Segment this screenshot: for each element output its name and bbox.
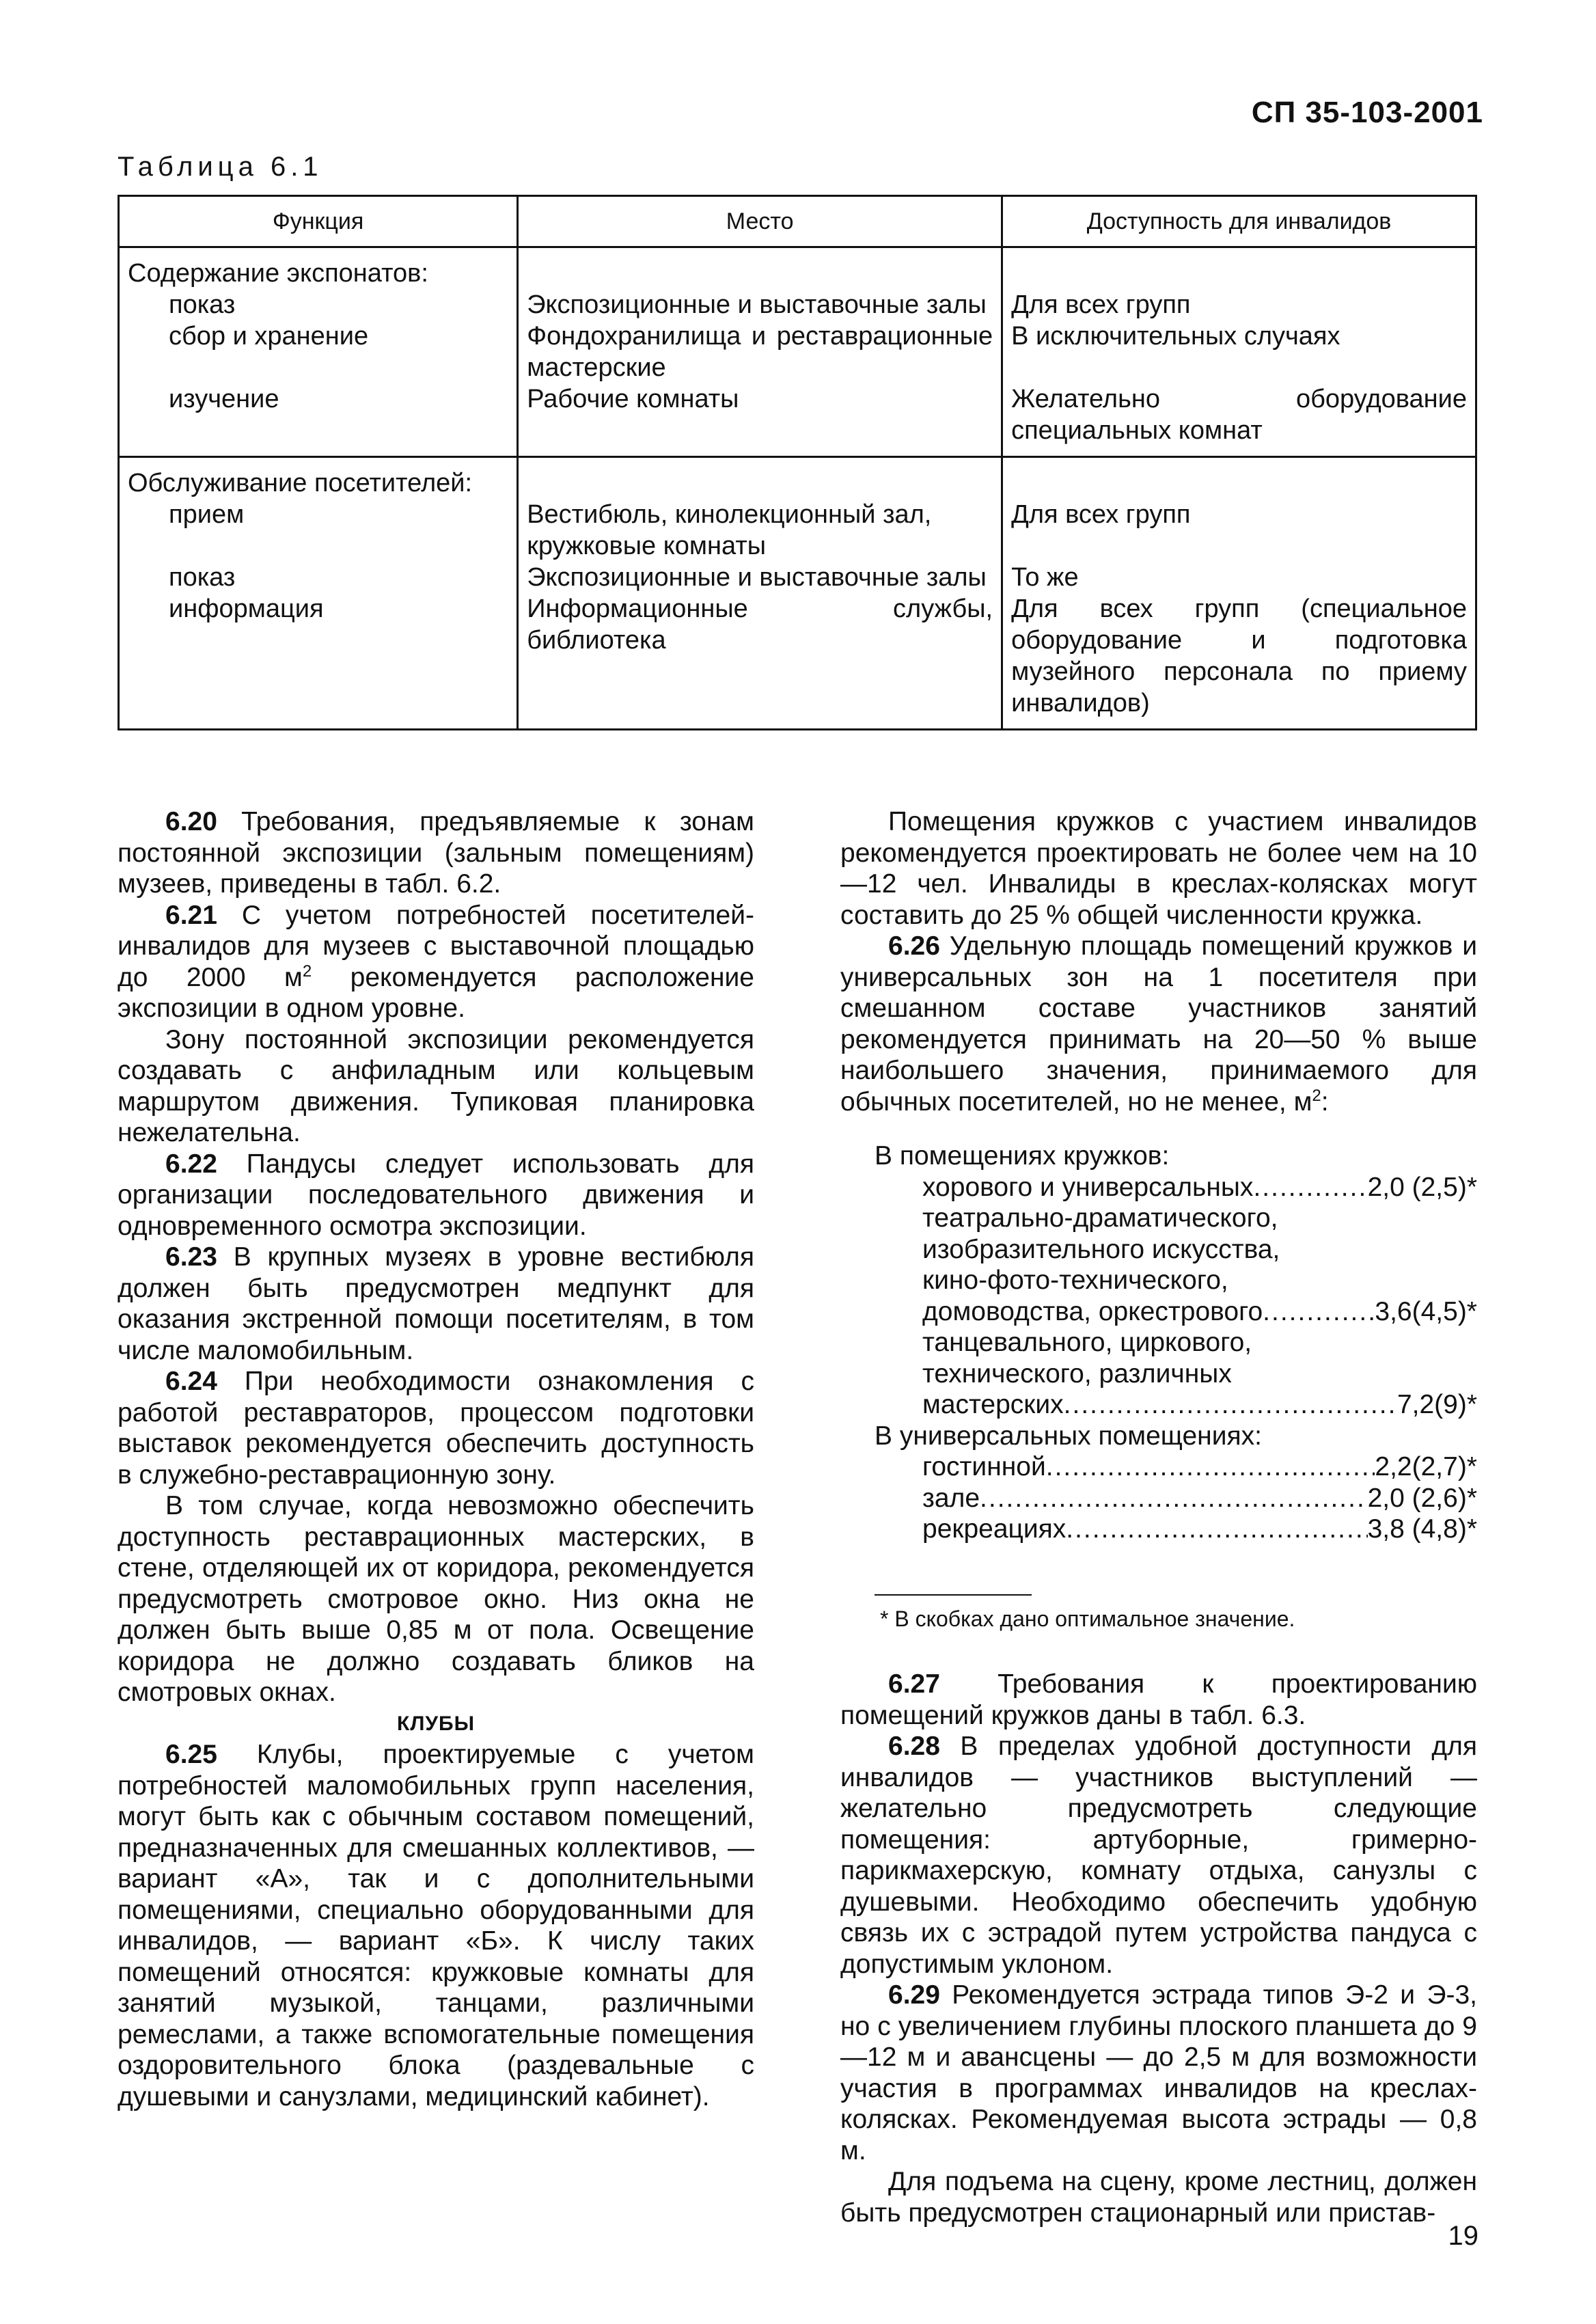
- footnote: * В скобках дано оптимальное значение.: [880, 1606, 1295, 1631]
- paragraph-6-29-continued: Для подъема на сцену, кроме лестниц, должен быть предусмотрен стационарный или пристав-: [840, 2167, 1477, 2228]
- clause-number: 6.22: [165, 1149, 217, 1179]
- list-item: мастерских ..... 7,2(9)*: [840, 1389, 1477, 1421]
- table-header-row: [119, 196, 1476, 247]
- table-row: [119, 383, 1476, 457]
- clause-number: 6.27: [888, 1669, 940, 1699]
- clause-number: 6.21: [165, 900, 217, 930]
- access-cell: То же: [1002, 562, 1476, 593]
- right-text-column: [840, 806, 1477, 2228]
- table-row: [119, 499, 1476, 562]
- paragraph-6-25-continued: Помещения кружков с участием инвалидов рекомендуется проектировать не более чем на 10—12 чел. Инвалиды в креслах-колясках могут составить до 25 % общей численности кружка.: [840, 807, 1477, 930]
- page-number: 19: [1448, 2221, 1478, 2251]
- header-function: Функция: [119, 196, 518, 247]
- function-cell: прием: [169, 500, 245, 529]
- left-text-column: [118, 806, 754, 2112]
- table-6-1: [118, 195, 1477, 730]
- table-caption: Таблица 6.1: [118, 152, 323, 182]
- list-group-title: В помещениях кружков:: [875, 1141, 1170, 1171]
- access-cell: Для всех групп: [1002, 289, 1476, 320]
- section-title-clubs: КЛУБЫ: [397, 1712, 475, 1735]
- paragraph-6-20: [118, 806, 754, 900]
- access-cell: Для всех групп (специальное оборудование и подготовка музейного персонала по приему инвалидов): [1002, 593, 1476, 730]
- table-row: [119, 562, 1476, 593]
- list-item: технического, различных: [922, 1358, 1232, 1389]
- function-cell: сбор и хранение: [169, 322, 369, 351]
- clause-text: Требования, предъявляемые к зонам постоянной экспозиции (зальным помещениям) музеев, приведены в табл. 6.2.: [118, 807, 754, 899]
- list-item: домоводства, оркестрового ..... 3,6(4,5)*: [840, 1296, 1477, 1328]
- list-item: танцевального, циркового,: [922, 1328, 1252, 1357]
- function-cell: информация: [169, 594, 324, 623]
- list-item: рекреациях ..... 3,8 (4,8)*: [840, 1514, 1477, 1545]
- footnote-divider: [875, 1594, 1032, 1596]
- paragraph-6-29: 6.29 Рекомендуется эстрада типов Э-2 и Э-3, но с увеличением глубины плоского планшета до 9—12 м и авансцены — до 2,5 м для возможности участия в программах инвалидов на креслах-колясках. Рекомендуемая высота эстрады — 0,8 м.: [840, 1980, 1477, 2165]
- paragraph-6-26: 6.26 Удельную площадь помещений кружков и универсальных зон на 1 посетителя при смешанном составе участников занятий рекомендуется принимать на 20—50 % выше наибольшего значения, принимаемого для обычных посетителей, но не менее, $м^2$:: [840, 931, 1477, 1117]
- clause-number: 6.25: [165, 1740, 217, 1769]
- clause-number: 6.29: [888, 1980, 940, 2010]
- table-row: [119, 320, 1476, 383]
- place-cell: Экспозиционные и выставочные залы: [518, 562, 1002, 593]
- list-group-title: В универсальных помещениях:: [875, 1421, 1262, 1451]
- paragraph-6-27: 6.27 Требования к проектированию помещений кружков даны в табл. 6.3.: [840, 1669, 1477, 1730]
- group-title: Содержание экспонатов:: [119, 247, 518, 290]
- access-cell: В исключительных случаях: [1002, 320, 1476, 383]
- area-norms-list: [840, 1140, 1477, 1545]
- document-code: СП 35-103-2001: [1251, 96, 1483, 129]
- paragraph-6-24-continued: В том случае, когда невозможно обеспечить доступность реставрационных мастерских, в стене, отделяющей их от коридора, рекомендуется предусмотреть смотровое окно. Низ окна не должен быть выше 0,85 м от пола. Освещение коридора не должно создавать бликов на смотровых окнах.: [118, 1491, 754, 1707]
- place-cell: Экспозиционные и выставочные залы: [518, 289, 1002, 320]
- list-item: хорового и универсальных ..... 2,0 (2,5)*: [840, 1172, 1477, 1203]
- clause-number: 6.26: [888, 931, 940, 961]
- list-item: кино-фото-технического,: [922, 1266, 1228, 1295]
- table-row: [119, 457, 1476, 500]
- place-cell: Вестибюль, кинолекционный зал, кружковые комнаты: [518, 499, 1002, 562]
- clause-number: 6.28: [888, 1732, 940, 1761]
- paragraph-6-22: 6.22 Пандусы следует использовать для организации последовательного движения и одновременного осмотра экспозиции.: [118, 1149, 754, 1241]
- list-item: зале ..... 2,0 (2,6)*: [840, 1483, 1477, 1514]
- table-row: [119, 289, 1476, 320]
- access-cell: Для всех групп: [1002, 499, 1476, 562]
- clause-number: 6.24: [165, 1367, 217, 1396]
- header-place: Место: [518, 196, 1002, 247]
- table-row: [119, 593, 1476, 730]
- function-cell: изучение: [169, 385, 279, 413]
- group-title: Обслуживание посетителей:: [119, 457, 518, 500]
- place-cell: Фондохранилища и реставрационные мастерские: [518, 320, 1002, 383]
- list-item: изобразительного искусства,: [922, 1234, 1280, 1264]
- list-item: гостинной ..... 2,2(2,7)*: [840, 1451, 1477, 1483]
- paragraph-6-23: 6.23 В крупных музеях в уровне вестибюля должен быть предусмотрен медпункт для оказания экстренной помощи посетителям, в том числе маломобильным.: [118, 1242, 754, 1365]
- paragraph-6-28: 6.28 В пределах удобной доступности для инвалидов — участников выступлений — желательно предусмотреть следующие помещения: артуборные, гримерно-парикмахерскую, комнату отдыха, санузлы с душевыми. Необходимо обеспечить удобную связь их с эстрадой путем устройства пандуса с допустимым уклоном.: [840, 1732, 1477, 1979]
- clause-number: 6.20: [165, 807, 217, 836]
- function-cell: показ: [169, 563, 236, 592]
- place-cell: Рабочие комнаты: [518, 383, 1002, 457]
- place-cell: Информационные службы, библиотека: [518, 593, 1002, 730]
- paragraph-6-24: 6.24 При необходимости ознакомления с работой реставраторов, процессом подготовки выставок рекомендуется обеспечить доступность в служебно-реставрационную зону.: [118, 1367, 754, 1490]
- paragraph-6-21-continued: Зону постоянной экспозиции рекомендуется создавать с анфиладным или кольцевым маршрутом движения. Тупиковая планировка нежелательна.: [118, 1024, 754, 1147]
- list-item: театрально-драматического,: [922, 1203, 1278, 1233]
- paragraph-6-21: 6.21 С учетом потребностей посетителей-инвалидов для музеев с выставочной площадью до 2000 $м^2$ рекомендуется расположение экспозиции в одном уровне.: [118, 900, 754, 1023]
- table-row: [119, 247, 1476, 290]
- header-access: Доступность для инвалидов: [1002, 196, 1476, 247]
- clause-number: 6.23: [165, 1242, 217, 1272]
- access-cell: Желательно оборудование специальных комнат: [1002, 383, 1476, 457]
- function-cell: показ: [169, 290, 236, 319]
- paragraph-6-25: 6.25 Клубы, проектируемые с учетом потребностей маломобильных групп населения, могут быть как с обычным составом помещений, предназначенных для смешанных коллективов, — вариант «А», так и с дополнительными помещениями, специально оборудованными для инвалидов, — вариант «Б». К числу таких помещений относятся: кружковые комнаты для занятий музыкой, танцами, различными ремеслами, а также вспомогательные помещения оздоровительного блока (раздевальные с душевыми и санузлами, медицинский кабинет).: [118, 1740, 754, 2111]
